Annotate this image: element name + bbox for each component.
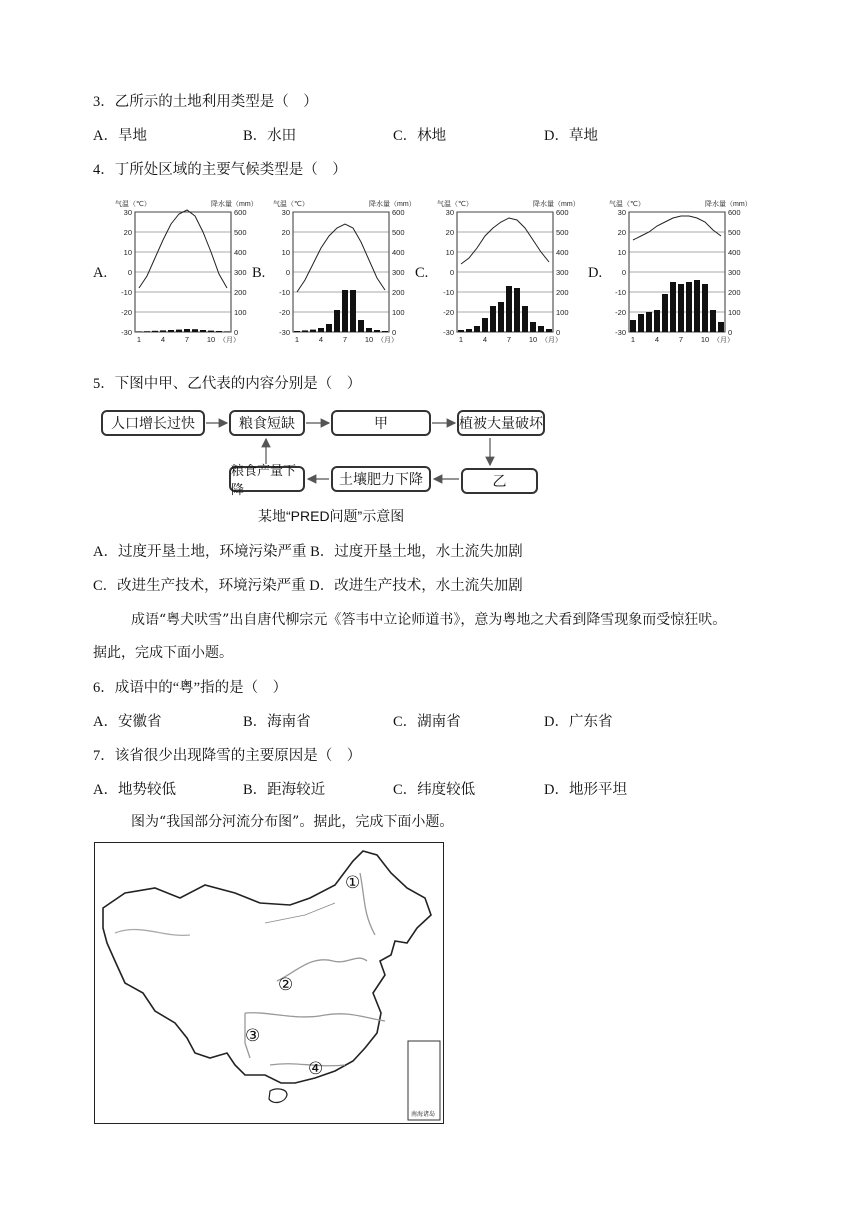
chart-precip-tick: 300 — [556, 268, 569, 277]
chart-precip-tick: 200 — [392, 288, 405, 297]
chart-precip-tick: 100 — [728, 308, 741, 317]
q7-options — [93, 778, 793, 798]
chart-temp-tick: 20 — [617, 228, 626, 237]
chart-temp-tick: -20 — [279, 308, 290, 317]
map-label-3: ③ — [245, 1026, 261, 1045]
q7-option-a[interactable]: A．地势较低 — [93, 782, 176, 798]
q5-options-row2[interactable]: C．改进生产技术，环境污染严重 D．改进生产技术，水土流失加剧 — [93, 578, 523, 594]
chart-precip-axis-label: 降水量（mm） — [369, 201, 416, 208]
chart-temp-tick: 20 — [281, 228, 290, 237]
chart-precip-tick: 0 — [728, 328, 733, 337]
chart-temp-tick: -30 — [443, 328, 454, 337]
china-river-map — [94, 842, 444, 1124]
q5-options-row1[interactable]: A．过度开垦土地，环境污染严重 B．过度开垦土地，水土流失加剧 — [93, 544, 523, 560]
flow-box-jia: 甲 — [331, 410, 431, 436]
chart-temp-tick: -10 — [279, 288, 290, 297]
chart-precip-tick: 600 — [234, 208, 247, 217]
chart-month-tick: 10 — [528, 335, 538, 344]
chart-precip-axis-label: 降水量（mm） — [705, 201, 752, 208]
chart-temp-tick: -30 — [615, 328, 626, 337]
chart-temp-tick: -20 — [121, 308, 132, 317]
q6-stem: 6．成语中的“粤”指的是（ ） — [93, 680, 288, 696]
chart-precip-tick: 100 — [234, 308, 247, 317]
chart-precip-tick: 500 — [556, 228, 569, 237]
flow-arrows — [0, 0, 860, 520]
chart-precip-tick: 400 — [728, 248, 741, 257]
chart-precip-tick: 300 — [234, 268, 247, 277]
chart-temp-tick: -20 — [443, 308, 454, 317]
chart-temp-tick: 30 — [617, 208, 626, 217]
chart-temp-tick: 10 — [617, 248, 626, 257]
flow-box-yield: 粮食产量下降 — [229, 466, 305, 492]
flow-caption: 某地“PRED问题”示意图 — [258, 508, 405, 524]
chart-temp-tick: 20 — [123, 228, 132, 237]
chart-precip-axis-label: 降水量（mm） — [533, 201, 580, 208]
chart-temp-tick: 0 — [449, 268, 454, 277]
chart-precip-tick: 400 — [556, 248, 569, 257]
chart-precip-tick: 200 — [556, 288, 569, 297]
q4-letter-b[interactable]: B. — [252, 265, 266, 281]
chart-month-tick: 4 — [482, 335, 488, 344]
chart-temp-tick: 0 — [621, 268, 626, 277]
chart-month-tick: 4 — [654, 335, 660, 344]
chart-temp-axis-label: 气温（℃） — [437, 201, 473, 208]
chart-temp-tick: 30 — [445, 208, 454, 217]
chart-precip-tick: 0 — [556, 328, 561, 337]
chart-month-tick: 7 — [506, 335, 512, 344]
flow-box-yi: 乙 — [461, 468, 538, 494]
chart-month-tick: 1 — [294, 335, 300, 344]
passage1-line1: 成语“粤犬吠雪”出自唐代柳宗元《答韦中立论师道书》，意为粤地之犬看到降雪现象而受惊狂吠。 — [131, 612, 727, 628]
china-outline — [95, 843, 442, 1122]
chart-month-tick: 4 — [318, 335, 324, 344]
chart-temp-tick: -10 — [121, 288, 132, 297]
chart-temp-tick: 0 — [285, 268, 290, 277]
map-label-4: ④ — [308, 1059, 324, 1078]
flow-box-vegetation: 植被大量破坏 — [457, 410, 545, 436]
chart-temp-tick: 30 — [123, 208, 132, 217]
q7-stem: 7．该省很少出现降雪的主要原因是（ ） — [93, 748, 362, 764]
chart-temp-axis-label: 气温（℃） — [115, 201, 151, 208]
q4-stem: 4．丁所处区域的主要气候类型是（ ） — [93, 162, 347, 178]
chart-temp-tick: -10 — [443, 288, 454, 297]
passage2-line1: 图为“我国部分河流分布图”。据此，完成下面小题。 — [131, 814, 454, 830]
chart-temp-tick: 10 — [445, 248, 454, 257]
flow-box-soil: 土壤肥力下降 — [331, 466, 431, 492]
chart-temp-tick: 10 — [123, 248, 132, 257]
q6-options — [93, 710, 793, 730]
flow-box-population: 人口增长过快 — [101, 410, 205, 436]
q6-option-d[interactable]: D．广东省 — [544, 714, 613, 730]
chart-temp-tick: 0 — [127, 268, 132, 277]
chart-precip-tick: 300 — [392, 268, 405, 277]
chart-precip-tick: 200 — [234, 288, 247, 297]
q4-letter-d[interactable]: D. — [588, 265, 603, 281]
q4-letter-c[interactable]: C. — [415, 265, 429, 281]
map-label-1: ① — [345, 873, 361, 892]
q5-stem: 5．下图中甲、乙代表的内容分别是（ ） — [93, 376, 362, 392]
chart-precip-tick: 0 — [392, 328, 397, 337]
chart-month-tick: 1 — [630, 335, 636, 344]
q6-option-b[interactable]: B．海南省 — [243, 714, 311, 730]
q3-stem: 3．乙所示的土地利用类型是（ ） — [93, 94, 318, 110]
chart-temp-axis-label: 气温（℃） — [273, 201, 309, 208]
chart-month-unit: （月） — [541, 337, 562, 344]
chart-precip-tick: 500 — [392, 228, 405, 237]
chart-precip-tick: 300 — [728, 268, 741, 277]
chart-temp-tick: 10 — [281, 248, 290, 257]
chart-temp-tick: -30 — [121, 328, 132, 337]
chart-month-unit: （月） — [713, 337, 734, 344]
q6-option-c[interactable]: C．湖南省 — [393, 714, 461, 730]
chart-precip-tick: 600 — [392, 208, 405, 217]
chart-precip-tick: 600 — [728, 208, 741, 217]
chart-month-tick: 1 — [136, 335, 142, 344]
chart-precip-tick: 200 — [728, 288, 741, 297]
chart-temp-tick: -20 — [615, 308, 626, 317]
chart-precip-tick: 500 — [234, 228, 247, 237]
chart-temp-axis-label: 气温（℃） — [609, 201, 645, 208]
q6-option-a[interactable]: A．安徽省 — [93, 714, 162, 730]
chart-month-tick: 4 — [160, 335, 166, 344]
chart-month-tick: 1 — [458, 335, 464, 344]
passage1-line2: 据此，完成下面小题。 — [93, 645, 233, 661]
chart-precip-tick: 0 — [234, 328, 239, 337]
flow-box-food-shortage: 粮食短缺 — [229, 410, 305, 436]
chart-month-tick: 7 — [184, 335, 190, 344]
chart-month-unit: （月） — [219, 337, 240, 344]
chart-temp-tick: -10 — [615, 288, 626, 297]
chart-month-tick: 7 — [678, 335, 684, 344]
q3-option-c[interactable]: C．林地 — [393, 128, 447, 144]
map-inset-label: 南海诸岛 — [411, 1111, 436, 1118]
q3-option-d[interactable]: D．草地 — [544, 128, 598, 144]
q7-option-d[interactable]: D．地形平坦 — [544, 782, 627, 798]
chart-precip-tick: 500 — [728, 228, 741, 237]
chart-month-tick: 10 — [206, 335, 216, 344]
map-label-2: ② — [278, 975, 294, 994]
chart-precip-tick: 100 — [556, 308, 569, 317]
chart-temp-tick: 30 — [281, 208, 290, 217]
chart-temp-tick: 20 — [445, 228, 454, 237]
chart-precip-tick: 400 — [234, 248, 247, 257]
chart-month-tick: 10 — [700, 335, 710, 344]
chart-temp-tick: -30 — [279, 328, 290, 337]
chart-precip-tick: 100 — [392, 308, 405, 317]
chart-precip-tick: 600 — [556, 208, 569, 217]
q3-option-a[interactable]: A．旱地 — [93, 128, 147, 144]
chart-precip-tick: 400 — [392, 248, 405, 257]
chart-month-tick: 10 — [364, 335, 374, 344]
chart-precip-axis-label: 降水量（mm） — [211, 201, 258, 208]
chart-month-unit: （月） — [377, 337, 398, 344]
q3-option-b[interactable]: B．水田 — [243, 128, 297, 144]
q7-option-b[interactable]: B．距海较近 — [243, 782, 326, 798]
q4-letter-a[interactable]: A. — [93, 265, 108, 281]
q7-option-c[interactable]: C．纬度较低 — [393, 782, 476, 798]
chart-month-tick: 7 — [342, 335, 348, 344]
